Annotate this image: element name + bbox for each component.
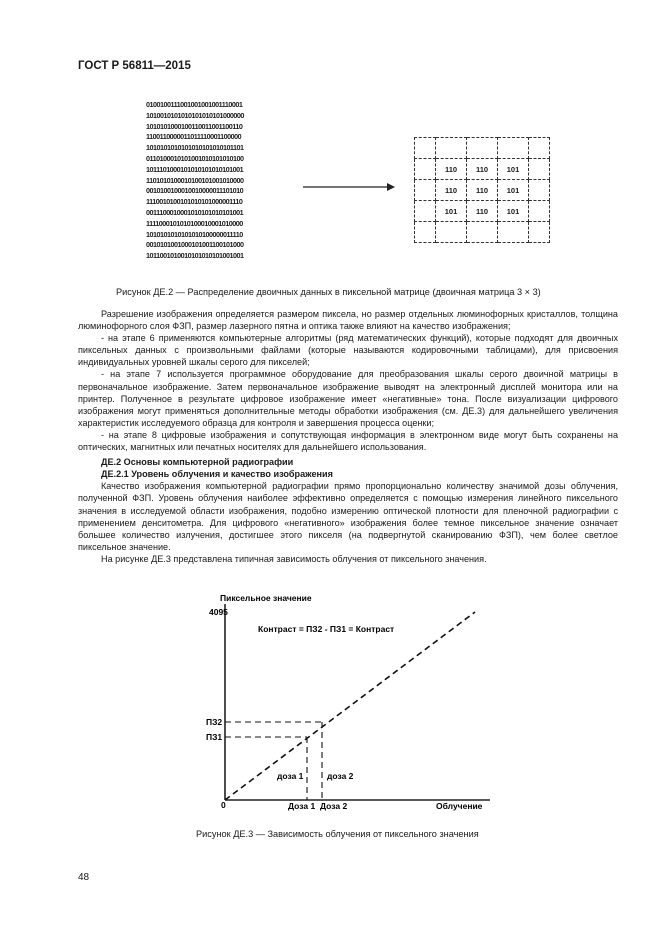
binary-data-block — [146, 100, 298, 262]
paragraph: - на этапе 7 используется программное оборудование для преобразования шкалы серого двоичной матрицы в первоначальное изображение. Затем первоначальное изображение выводят на электронный дисплей монитора или на принтер. Полученное в результате цифровое изображение имеет «негативные» тона. После визуализации цифрового изображения могут применяться дополнительные методы обработки изображения (см. ДЕ.3) для дальнейшего увеличения характеристик исследуемого образца для контроля и завершения процесса оценки; — [78, 369, 618, 428]
matrix-cell — [415, 159, 436, 180]
matrix-cell — [529, 222, 550, 243]
matrix-cell — [467, 138, 498, 159]
matrix-cell: 101 — [498, 201, 529, 222]
paragraph: Разрешение изображения определяется размером пиксела, но размер отдельных люминофорных кристаллов, толщина люминофорного слоя ФЗП, размер лазерного пятна и оптика также влияют на качество изображения; — [78, 309, 618, 332]
binary-line: 1110010100101010101000001110 — [146, 197, 243, 207]
figure-caption-de3: Рисунок ДЕ.3 — Зависимость облучения от пиксельного значения — [196, 829, 479, 839]
matrix-cell — [498, 138, 529, 159]
matrix-cell — [415, 180, 436, 201]
matrix-cell: 101 — [498, 159, 529, 180]
dose1-label: доза 1 — [277, 771, 304, 781]
paragraph: На рисунке ДЕ.3 представлена типичная зависимость облучения от пиксельного значения. — [101, 553, 487, 564]
binary-line: 0011100010001010101010101001 — [146, 207, 244, 217]
binary-line: 0010101001000101001100101000 — [146, 240, 244, 250]
binary-line: 1010010101010101010101000000 — [146, 110, 244, 120]
section-heading: ДЕ.2 Основы компьютерной радиографии — [101, 457, 294, 468]
contrast-annotation: Контраст = ПЗ2 - ПЗ1 = Контраст — [258, 624, 395, 634]
paragraph: - на этапе 6 применяются компьютерные алгоритмы (ряд математических функций), которые подходят для двоичных пиксельных данных с произвольными файлами (которые называются кодировочными таблицами), для присвоения индивидуальных уровней шкалы серого для пикселей; — [78, 333, 618, 368]
matrix-cell: 110 — [436, 159, 467, 180]
matrix-cell: 101 — [436, 201, 467, 222]
matrix-cell: 110 — [467, 201, 498, 222]
matrix-cell — [436, 138, 467, 159]
figure-caption-de2: Рисунок ДЕ.2 — Распределение двоичных данных в пиксельной матрице (двоичная матрица 3 × 3) — [116, 287, 541, 297]
x-marker-dose1: Доза 1 — [288, 801, 316, 811]
matrix-row — [415, 159, 550, 180]
binary-line: 0110100010101001010101010100 — [146, 153, 244, 163]
arrow-right-icon — [303, 181, 395, 193]
matrix-cell — [467, 222, 498, 243]
matrix-cell — [529, 201, 550, 222]
binary-line: 1010101000100110011001100110 — [146, 121, 243, 131]
binary-line: 0010100100010010000011101010 — [146, 186, 244, 196]
dose2-label: доза 2 — [327, 771, 354, 781]
pixel-matrix — [414, 137, 550, 243]
binary-line: 1101010100010100101001010000 — [146, 175, 244, 185]
y-marker-pz1: ПЗ1 — [206, 732, 223, 742]
binary-line: 1011101000101010101010101001 — [146, 164, 244, 174]
body-text — [78, 308, 618, 565]
matrix-cell — [436, 222, 467, 243]
matrix-row — [415, 201, 550, 222]
matrix-cell — [415, 201, 436, 222]
paragraph: Качество изображения компьютерной радиографии прямо пропорционально количеству значимой дозы облучения, полученной ФЗП. Уровень облучения наиболее эффективно определяется с помощью измерения линейного пиксельного значения в исследуемой области изображения, подобно измерению оптической плотности для пленочной радиографии с применением денситометра. Для цифрового «негативного» изображения более темное пиксельное значение означает большее количество излучения, достигшее этого пикселя (на подвергнутой сканированию ФЗП), чем более светлое пиксельное значение. — [78, 481, 618, 552]
matrix-cell: 110 — [436, 180, 467, 201]
y-max-label: 4095 — [209, 607, 228, 617]
paragraph: - на этапе 8 цифровые изображения и сопутствующая информация в электронном виде могут быть сохранены на оптических, магнитных или печатных носителях для дальнейшего использования. — [78, 429, 618, 453]
matrix-cell — [529, 159, 550, 180]
matrix-cell — [498, 222, 529, 243]
matrix-cell: 101 — [498, 180, 529, 201]
matrix-cell — [529, 180, 550, 201]
x-axis-label: Облучение — [436, 801, 483, 811]
exposure-chart — [190, 590, 500, 815]
subsection-heading: ДЕ.2.1 Уровень облучения и качество изображения — [101, 469, 333, 480]
matrix-cell: 110 — [467, 159, 498, 180]
page-number: 48 — [78, 872, 90, 883]
matrix-row — [415, 222, 550, 243]
binary-line: 1010101010101010101010101101 — [146, 143, 244, 153]
matrix-cell: 110 — [467, 180, 498, 201]
binary-line: 0100100111001001001001110001 — [146, 100, 243, 109]
matrix-cell — [415, 138, 436, 159]
matrix-cell — [529, 138, 550, 159]
y-marker-pz2: ПЗ2 — [206, 717, 223, 727]
binary-line: 1010101010101010100000011110 — [146, 229, 243, 239]
binary-line: 1011001010010101010101001001 — [146, 251, 244, 261]
origin-label: 0 — [221, 800, 226, 810]
matrix-cell — [415, 222, 436, 243]
matrix-row — [415, 138, 550, 159]
binary-line: 1100110000011011110001100000 — [146, 132, 242, 142]
y-axis-label: Пиксельное значение — [220, 593, 312, 603]
document-header: ГОСТ Р 56811—2015 — [78, 60, 191, 72]
x-marker-dose2: Доза 2 — [320, 801, 348, 811]
binary-line: 1111000101010100010001010000 — [146, 218, 243, 228]
matrix-row — [415, 180, 550, 201]
